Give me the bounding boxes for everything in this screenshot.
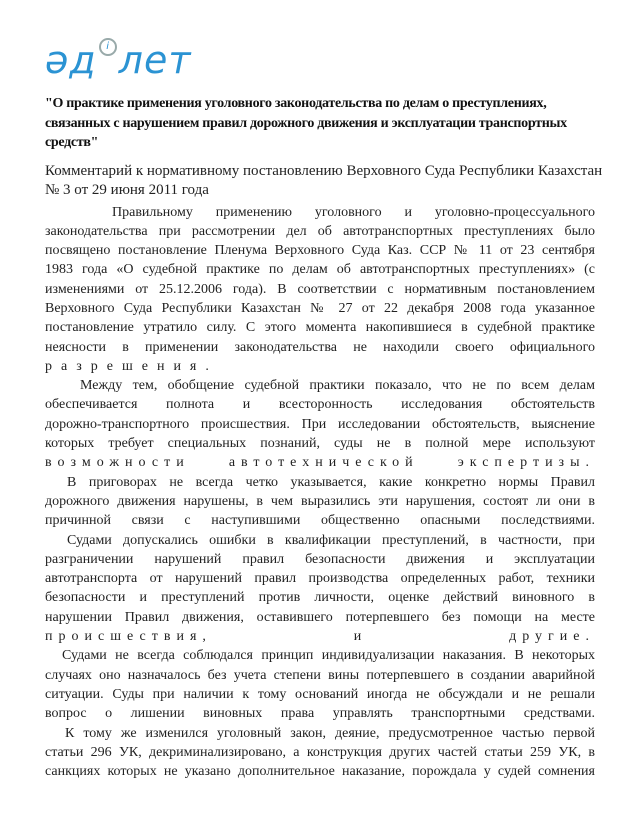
logo-text-start: әд: [45, 38, 97, 82]
body-line: посвящено постановление Пленума Верховного Суда Каз. ССР № 11 от 23 сентября: [45, 243, 595, 259]
body-line: В приговорах не всегда четко указывается, какие конкретно нормы Правил: [67, 474, 595, 490]
body-line: неясности в применении законодательства не находили своего официального: [45, 339, 595, 355]
body-line: Между тем, обобщение судебной практики показало, что не по всем делам: [80, 378, 595, 394]
body-line: 1983 года «О судебной практике по делам об автотранспортных преступлениях» (с: [45, 262, 595, 278]
document-title: "О практике применения уголовного законодательства по делам о преступлениях, связанных с нарушением правил дорожного движения и эксплуатации транспортных средств": [45, 96, 567, 150]
body-line: постановление утратило силу. С этого момента накопившиеся в судебной практике: [45, 320, 595, 336]
body-line: Правильному применению уголовного и уголовно-процессуального: [112, 204, 595, 220]
body-line: разграничении нарушений правил безопасности движения и эксплуатации: [45, 551, 595, 567]
logo-text-end: лет: [118, 38, 192, 82]
body-line: вопрос о лишении виновных права управлять транспортными средствами.: [45, 706, 595, 722]
body-line: санкциях которых не указано дополнительное наказание, порождала у судей сомнения: [45, 764, 595, 780]
body-line: возможности автотехнической экспертизы.: [45, 455, 595, 471]
body-line: Судами допускались ошибки в квалификации преступлений, в частности, при: [67, 532, 595, 548]
body-line: дорожного движения нарушены, в чем выразились эти нарушения, состоят ли они в: [45, 493, 595, 509]
body-line: Судами не всегда соблюдался принцип индивидуализации наказания. В некоторых: [62, 648, 595, 664]
document-body: [45, 203, 595, 782]
body-line: изменениями от 25.12.2006 года). В соответствии с нормативным постановлением: [45, 281, 595, 297]
body-line: статьи 296 УК, декриминализировано, а конструкция других частей статьи 259 УК, в: [45, 744, 595, 760]
logo-info-icon: i: [99, 38, 117, 56]
body-line: безопасности и преступлений против личности, оценке действий виновного в: [45, 590, 595, 606]
body-line: законодательства при рассмотрении дел об автотранспортных преступлениях было: [45, 223, 595, 239]
body-line: случаях оно назначалось без учета степени вины потерпевшего в создании аварийной: [45, 667, 595, 683]
body-line: причинной связи с наступившими общественно опасными последствиями.: [45, 513, 595, 529]
body-line: К тому же изменился уголовный закон, деяние, предусмотренное частью первой: [65, 725, 595, 741]
body-line: обеспечивается полнота и всесторонность исследования обстоятельств: [45, 397, 595, 413]
body-line: автотранспорта от нарушений правил производства определенных работ, техники: [45, 571, 595, 587]
body-line: нарушении Правил движения, оставившего потерпевшего без помощи на месте: [45, 609, 595, 625]
body-line: происшествия, и другие.: [45, 629, 595, 645]
body-line: которых требует специальных познаний, суды не в полной мере используют: [45, 436, 595, 452]
adilet-logo[interactable]: [45, 36, 595, 82]
document-subtitle: Комментарий к нормативному постановлению Верховного Суда Республики Казахстан № 3 от 29 июня 2011 года: [45, 162, 603, 198]
body-line: дорожно-транспортного происшествия. При исследовании обстоятельств, выяснение: [45, 416, 595, 432]
body-line: ситуации. Суды при наличии к тому оснований иногда не обсуждали и не решали: [45, 686, 595, 702]
body-line: разрешения.: [45, 358, 218, 374]
body-line: Верховного Суда Республики Казахстан № 27 от 22 декабря 2008 года указанное: [45, 300, 595, 316]
